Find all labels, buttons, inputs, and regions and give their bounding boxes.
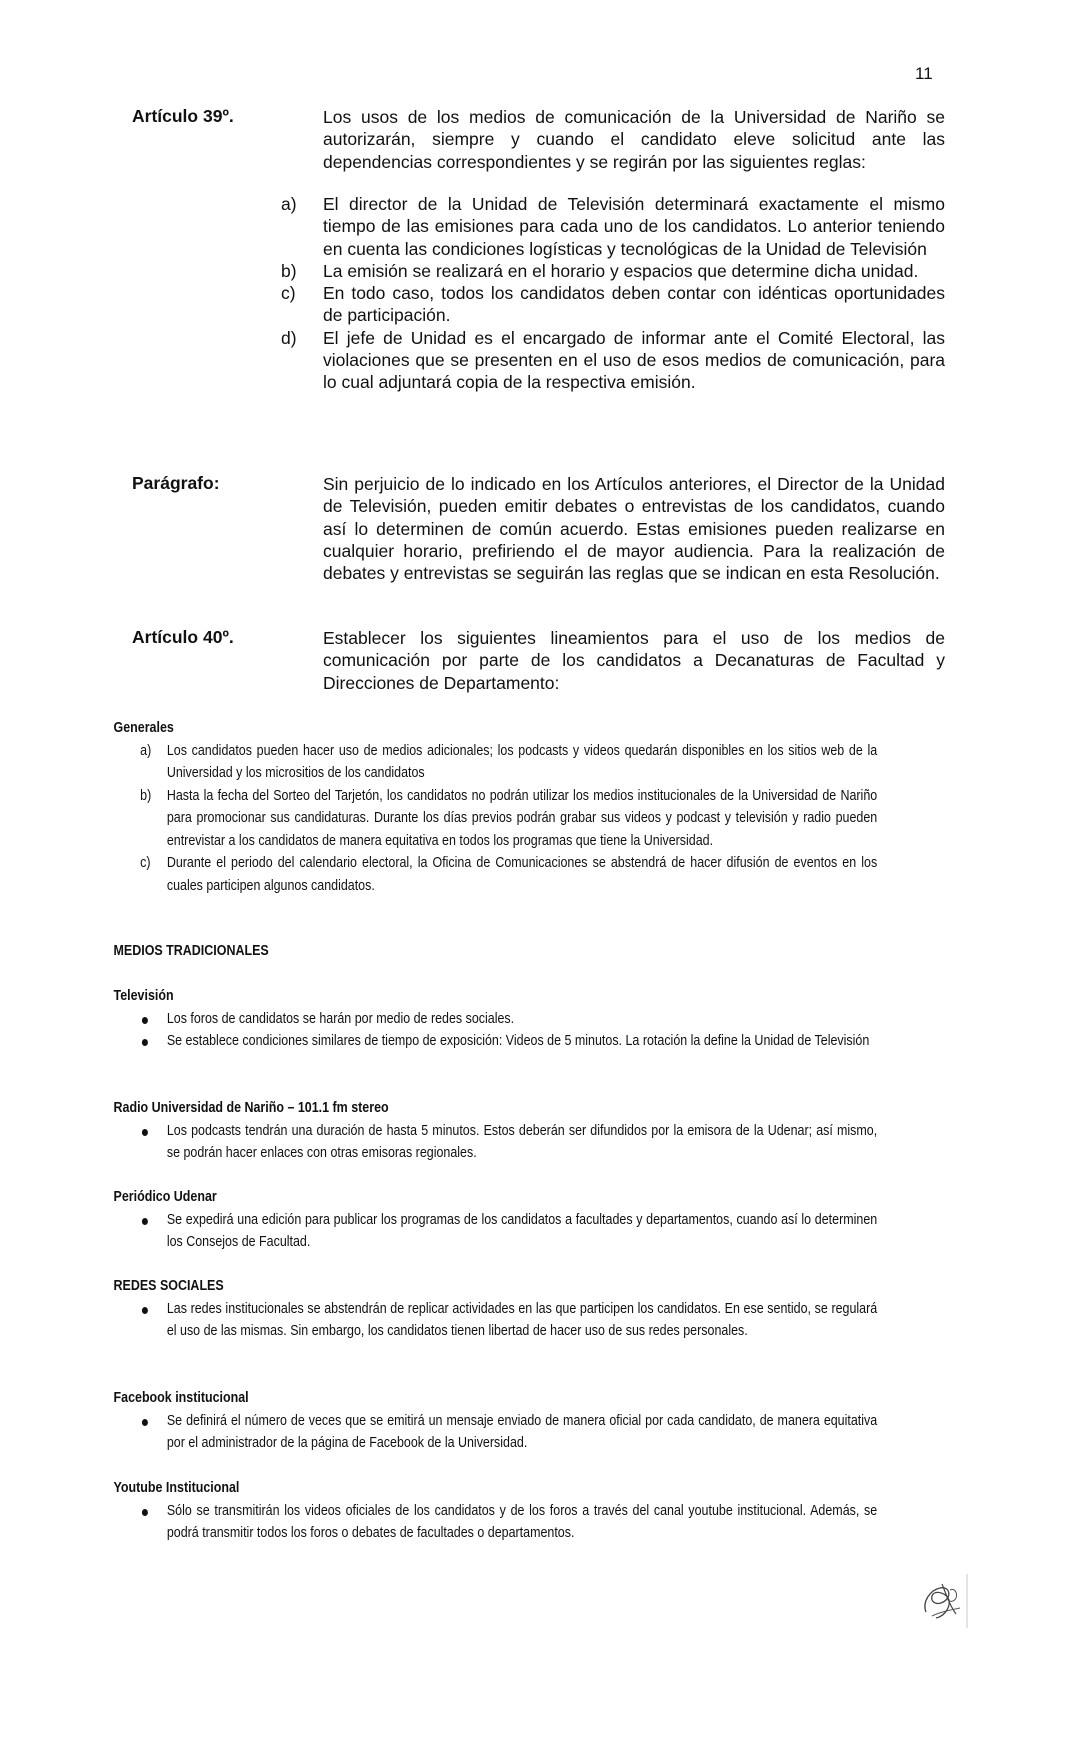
list-item-text: Se expedirá una edición para publicar los programas de los candidatos a facultades y departamentos, cuando así lo determinen los Consejos de Facultad. <box>166 1211 878 1250</box>
section-heading: Televisión <box>113 988 174 1004</box>
bullet-icon <box>142 1218 148 1225</box>
bullet-icon <box>142 1129 148 1136</box>
list-item <box>0 1120 918 1165</box>
list-marker: a) <box>140 742 152 759</box>
list-item <box>0 1030 918 1053</box>
article-40-label: Artículo 40º. <box>132 627 234 647</box>
list-item <box>0 260 1068 282</box>
article-39-rules-list <box>0 193 1068 394</box>
redes-list <box>0 1298 918 1343</box>
bullet-icon <box>142 1017 148 1024</box>
list-marker: c) <box>281 283 296 304</box>
facebook-list <box>0 1410 918 1455</box>
youtube-list <box>0 1500 918 1545</box>
section-heading: MEDIOS TRADICIONALES <box>113 943 269 959</box>
list-item <box>0 785 918 853</box>
list-item <box>0 1500 918 1545</box>
page-number: 11 <box>915 64 933 83</box>
list-item <box>0 1410 918 1455</box>
section-heading: Facebook institucional <box>113 1390 249 1406</box>
list-item <box>0 1008 918 1031</box>
article-39-text: Los usos de los medios de comunicación de la Universidad de Nariño se autorizarán, siempre y cuando el candidato eleve solicitud ante las dependencias correspondientes y se regirán por las siguientes reglas: <box>323 107 945 172</box>
list-item <box>0 282 1068 327</box>
list-item <box>0 740 918 785</box>
list-marker: c) <box>140 855 151 871</box>
radio-list <box>0 1120 918 1165</box>
article-39-label: Artículo 39º. <box>132 106 234 126</box>
list-item <box>0 327 1068 394</box>
list-item-text: Se definirá el número de veces que se emitirá un mensaje enviado de manera oficial por cada candidato, de manera equitativa por el administrador de la página de Facebook de la Universidad. <box>166 1412 878 1451</box>
list-item-text: Se establece condiciones similares de tiempo de exposición: Videos de 5 minutos. La rotación la define la Unidad de Televisión <box>166 1033 870 1049</box>
section-heading: Youtube Institucional <box>113 1480 240 1496</box>
section-heading: Generales <box>113 720 174 736</box>
paragrafo-text: Sin perjuicio de lo indicado en los Artículos anteriores, el Director de la Unidad de Televisión, pueden emitir debates o entrevistas de los candidatos, cuando así lo determinen de común acuerdo. Estas emisiones pueden realizarse en cualquier horario, prefiriendo el de mayor audiencia. Para la realización de debates y entrevistas se seguirán las reglas que se indican en esta Resolución. <box>323 474 945 584</box>
list-item-text: En todo caso, todos los candidatos deben contar con idénticas oportunidades de participación. <box>323 283 945 326</box>
list-marker: b) <box>281 260 297 281</box>
list-item-text: Sólo se transmitirán los videos oficiales de los candidatos y de los foros a través del canal youtube institucional. Además, se podrá transmitir todos los foros o debates de facultades o departamentos. <box>166 1502 878 1541</box>
bullet-icon <box>142 1509 148 1516</box>
list-item <box>0 852 918 897</box>
list-marker: a) <box>281 194 297 214</box>
bullet-icon <box>142 1039 148 1046</box>
section-heading: Periódico Udenar <box>113 1189 217 1205</box>
bullet-icon <box>142 1419 148 1426</box>
list-item <box>0 1298 918 1343</box>
television-list <box>0 1008 918 1053</box>
list-item-text: Las redes institucionales se abstendrán de replicar actividades en las que participen los candidatos. En ese sentido, se regulará el uso de las mismas. Sin embargo, los candidatos tienen libertad de hacer uso de sus redes personales. <box>166 1300 878 1339</box>
list-item-text: Los foros de candidatos se harán por medio de redes sociales. <box>166 1010 515 1027</box>
paragrafo-label: Parágrafo: <box>132 473 220 493</box>
list-item-text: El jefe de Unidad es el encargado de informar ante el Comité Electoral, las violaciones que se presenten en el uso de esos medios de comunicación, para lo cual adjuntará copia de la respectiva emisión. <box>323 327 945 393</box>
list-item <box>0 193 1068 260</box>
article-40-text: Establecer los siguientes lineamientos para el uso de los medios de comunicación por parte de los candidatos a Decanaturas de Facultad y Direcciones de Departamento: <box>323 628 945 693</box>
bullet-icon <box>142 1307 148 1314</box>
list-item-text: Durante el periodo del calendario electoral, la Oficina de Comunicaciones se abstendrá de hacer difusión de eventos en los cuales participen algunos candidatos. <box>166 855 878 894</box>
list-marker: d) <box>281 327 297 348</box>
list-item <box>0 1209 918 1254</box>
section-heading: Radio Universidad de Nariño – 101.1 fm stereo <box>113 1100 389 1116</box>
list-item-text: Hasta la fecha del Sorteo del Tarjetón, los candidatos no podrán utilizar los medios institucionales de la Universidad de Nariño para promocionar sus candidaturas. Durante los días previos podrán grabar sus videos y podcast y televisión y radio pueden entrevistar a los candidatos de manera equitativa en todos los programas que tiene la Universidad. <box>166 787 878 849</box>
list-item-text: La emisión se realizará en el horario y espacios que determine dicha unidad. <box>323 260 919 281</box>
section-heading: REDES SOCIALES <box>113 1278 224 1294</box>
list-item-text: El director de la Unidad de Televisión determinará exactamente el mismo tiempo de las emisiones para cada uno de los candidatos. Lo anterior teniendo en cuenta las condiciones logísticas y tecnológicas de la Unidad de Televisión <box>323 194 945 259</box>
generales-list <box>0 740 918 898</box>
list-item-text: Los podcasts tendrán una duración de hasta 5 minutos. Estos deberán ser difundidos por la emisora de la Udenar; así mismo, se podrán hacer enlaces con otras emisoras regionales. <box>166 1122 878 1161</box>
periodico-list <box>0 1209 918 1254</box>
list-marker: b) <box>140 787 152 804</box>
list-item-text: Los candidatos pueden hacer uso de medios adicionales; los podcasts y videos quedarán disponibles en los sitios web de la Universidad y los micrositios de los candidatos <box>166 742 878 781</box>
signature-icon <box>912 1572 970 1630</box>
